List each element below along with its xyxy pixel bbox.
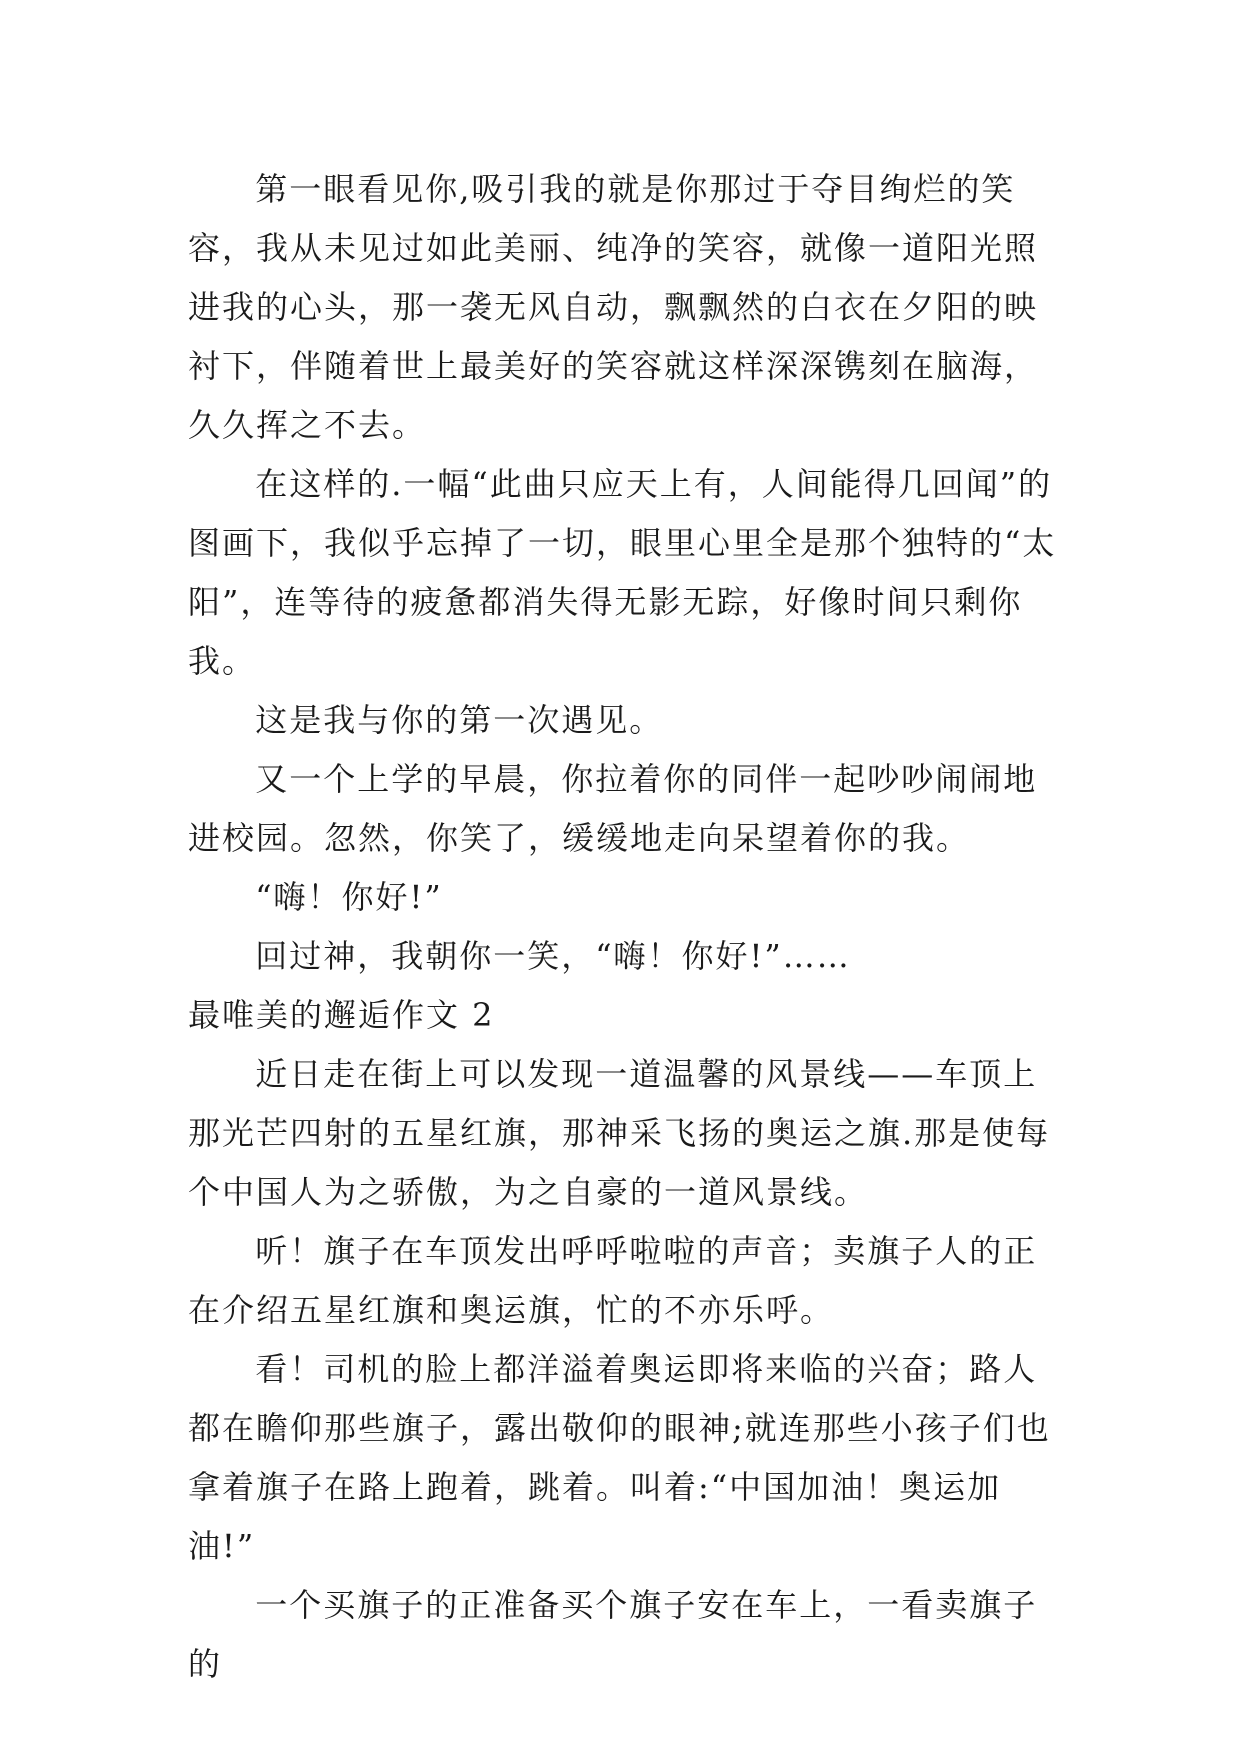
document-body bbox=[188, 160, 1068, 1694]
paragraph: 第一眼看见你,吸引我的就是你那过于夺目绚烂的笑容，我从未见过如此美丽、纯净的笑容，就像一道阳光照进我的心头，那一袭无风自动，飘飘然的白衣在夕阳的映衬下，伴随着世上最美好的笑容就这样深深镌刻在脑海，久久挥之不去。 bbox=[188, 170, 1039, 444]
paragraph: 一个买旗子的正准备买个旗子安在车上，一看卖旗子的 bbox=[188, 1586, 1038, 1683]
paragraph: 听！旗子在车顶发出呼呼啦啦的声音；卖旗子人的正在介绍五星红旗和奥运旗，忙的不亦乐呼。 bbox=[188, 1232, 1038, 1329]
paragraph: 在这样的.一幅“此曲只应天上有，人间能得几回闻”的图画下，我似乎忘掉了一切，眼里心里全是那个独特的“太阳”，连等待的疲惫都消失得无影无踪，好像时间只剩你我。 bbox=[188, 465, 1057, 680]
paragraph: 回过神，我朝你一笑，“嗨！你好!”…… bbox=[255, 937, 851, 975]
paragraph: 看！司机的脸上都洋溢着奥运即将来临的兴奋；路人都在瞻仰那些旗子，露出敬仰的眼神;就连那些小孩子们也拿着旗子在路上跑着，跳着。叫着:“中国加油！奥运加油!” bbox=[188, 1350, 1051, 1565]
paragraph: 这是我与你的第一次遇见。 bbox=[255, 701, 664, 739]
paragraph: 近日走在街上可以发现一道温馨的风景线——车顶上那光芒四射的五星红旗，那神采飞扬的奥运之旗.那是使每个中国人为之骄傲，为之自豪的一道风景线。 bbox=[188, 1055, 1051, 1211]
paragraph: “嗨！你好!” bbox=[255, 878, 443, 916]
paragraph: 又一个上学的早晨，你拉着你的同伴一起吵吵闹闹地进校园。忽然，你笑了，缓缓地走向呆望着你的我。 bbox=[188, 760, 1038, 857]
section-heading: 最唯美的邂逅作文 2 bbox=[188, 996, 495, 1034]
